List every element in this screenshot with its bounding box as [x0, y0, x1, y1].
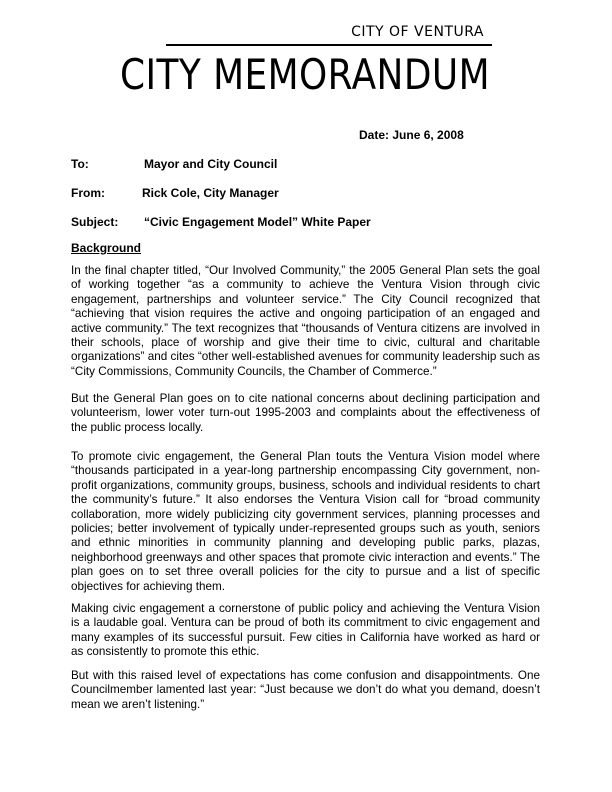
to-value: Mayor and City Council — [144, 157, 278, 171]
subject-label: Subject: — [71, 215, 119, 229]
memo-date — [359, 128, 464, 142]
section-heading: Background — [71, 241, 142, 255]
date-value: June 6, 2008 — [392, 128, 464, 142]
memorandum-title-logo — [120, 39, 492, 98]
body-paragraph: But the General Plan goes on to cite national concerns about declining participation and volunteerism, lower voter turn-out 1995-2003 and complaints about the effectiveness of the public process locally. — [71, 392, 540, 434]
memo-masthead — [120, 24, 492, 98]
memo-subject-line — [71, 215, 371, 229]
body-paragraph: Making civic engagement a cornerstone of public policy and achieving the Ventura Vision is a laudable goal. Ventura can be proud of both its commitment to civic engagement and many examples of its successful pursuit. Few cities in California have worked as hard or as consistently to promote this ethic. — [71, 602, 540, 659]
date-label: Date: — [359, 128, 390, 142]
body-paragraph: In the final chapter titled, “Our Involved Community,” the 2005 General Plan sets the goal of working together “as a community to achieve the Ventura Vision through civic engagement, partnerships and volunteer service.” The City Council recognized that “achieving that vision requires the active and ongoing participation of an engaged and active community.” The text recognizes that “thousands of Ventura citizens are involved in their schools, place of worship and give their time to civic, cultural and charitable organizations” and cites “other well-established avenues for community leadership such as “City Commissions, Community Councils, the Chamber of Commerce.” — [71, 264, 540, 378]
subject-value: “Civic Engagement Model” White Paper — [144, 215, 371, 229]
city-of-ventura-label: CITY OF VENTURA — [351, 24, 484, 40]
from-value: Rick Cole, City Manager — [142, 186, 279, 200]
memo-from-line — [71, 186, 279, 200]
to-label: To: — [71, 157, 89, 171]
svg-text:CITY MEMORANDUM: CITY MEMORANDUM — [120, 50, 490, 98]
from-label: From: — [71, 186, 105, 200]
memo-to-line — [71, 157, 277, 171]
body-paragraph: To promote civic engagement, the General Plan touts the Ventura Vision model where “thousands participated in a year-long partnership encompassing City government, non-profit organizations, community groups, business, schools and individual residents to chart the community’s future.” It also endorses the Ventura Vision call for “broad community collaboration, more widely publicizing city government services, planning processes and policies; better involvement of typically under-represented groups such as youth, seniors and ethnic minorities in community planning and developing public parks, plazas, neighborhood greenways and other spaces that promote civic interaction and events.” The plan goes on to set three overall policies for the city to pursue and a list of specific objectives for achieving them. — [71, 450, 540, 593]
body-paragraph: But with this raised level of expectations has come confusion and disappointments. One Councilmember lamented last year: “Just because we don’t do what you demand, doesn’t mean we aren’t listening.” — [71, 669, 540, 711]
